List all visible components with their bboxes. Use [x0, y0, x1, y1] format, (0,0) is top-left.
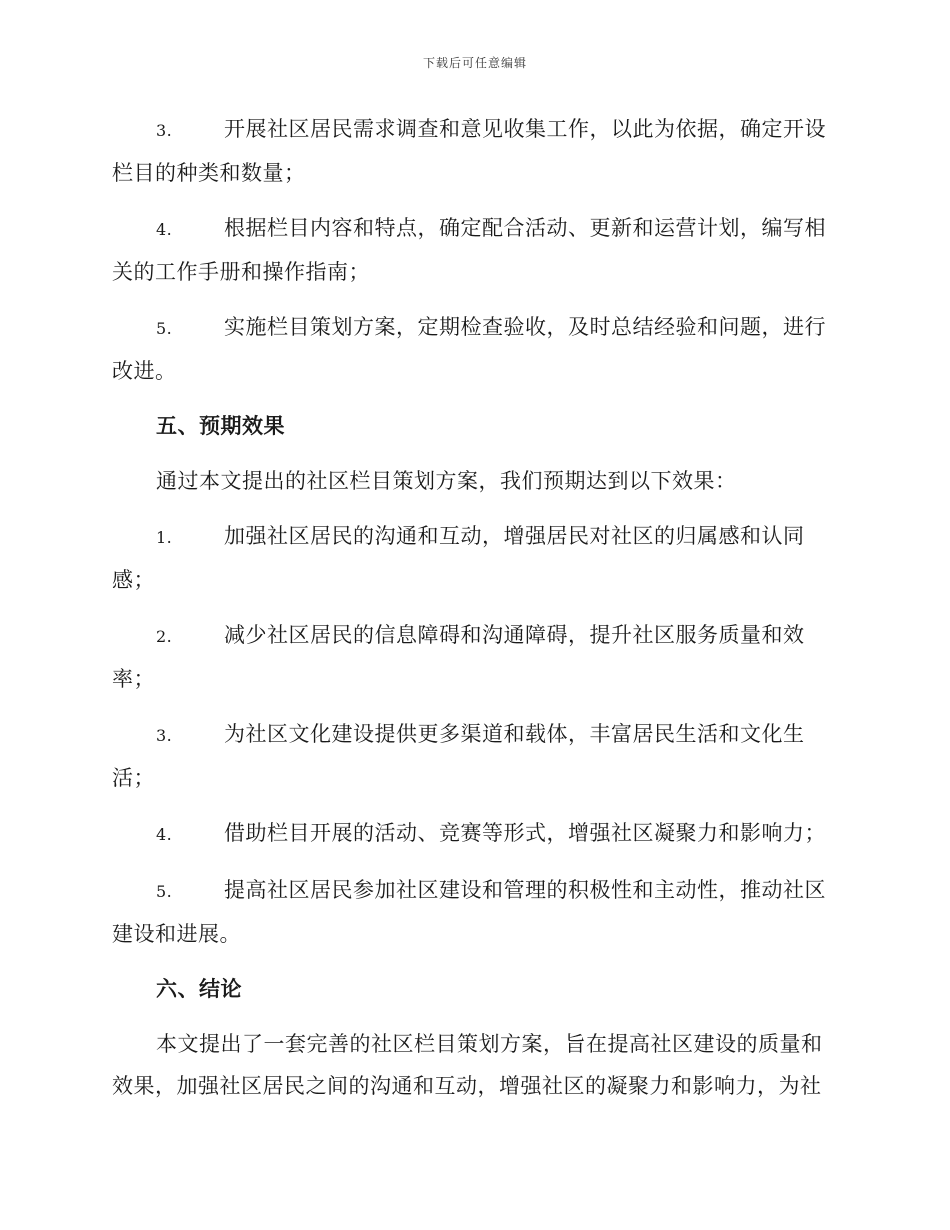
- list-item-text: 为社区文化建设提供更多渠道和载体，丰富居民生活和文化生活；: [112, 722, 805, 790]
- list-number: 4.: [156, 825, 173, 844]
- list-number: 3.: [156, 726, 173, 745]
- list-number: 1.: [156, 528, 173, 547]
- list-item: [112, 207, 834, 293]
- list-number: 3.: [156, 121, 173, 140]
- list-number: 4.: [156, 220, 173, 239]
- list-number: 2.: [156, 627, 173, 646]
- list-item: [112, 812, 834, 856]
- list-number: 5.: [156, 319, 173, 338]
- list-item: [112, 614, 834, 700]
- section-heading: 五、预期效果: [156, 414, 285, 438]
- paragraph: 本文提出了一套完善的社区栏目策划方案，旨在提高社区建设的质量和效果，加强社区居民之间的沟通和互动，增强社区的凝聚力和影响力，为社: [112, 1032, 823, 1098]
- list-item: [112, 515, 834, 601]
- list-number: 5.: [156, 882, 173, 901]
- list-item: [112, 869, 834, 955]
- list-item-text: 根据栏目内容和特点，确定配合活动、更新和运营计划，编写相关的工作手册和操作指南；: [112, 216, 826, 284]
- list-item-text: 减少社区居民的信息障碍和沟通障碍，提升社区服务质量和效率；: [112, 623, 805, 691]
- list-item-text: 借助栏目开展的活动、竞赛等形式，增强社区凝聚力和影响力；: [224, 821, 826, 845]
- section-heading: 六、结论: [156, 977, 242, 1001]
- document-body: [112, 108, 834, 1120]
- list-item-text: 加强社区居民的沟通和互动，增强居民对社区的归属感和认同感；: [112, 524, 805, 592]
- list-item-text: 提高社区居民参加社区建设和管理的积极性和主动性，推动社区建设和进展。: [112, 878, 826, 946]
- list-item-text: 开展社区居民需求调查和意见收集工作，以此为依据，确定开设栏目的种类和数量；: [112, 117, 826, 185]
- list-item: [112, 306, 834, 392]
- list-item-text: 实施栏目策划方案，定期检查验收，及时总结经验和问题，进行改进。: [112, 315, 826, 383]
- page-header: 下载后可任意编辑: [422, 56, 527, 70]
- list-item: [112, 713, 834, 799]
- list-item: [112, 108, 834, 194]
- paragraph: 通过本文提出的社区栏目策划方案，我们预期达到以下效果：: [156, 469, 737, 493]
